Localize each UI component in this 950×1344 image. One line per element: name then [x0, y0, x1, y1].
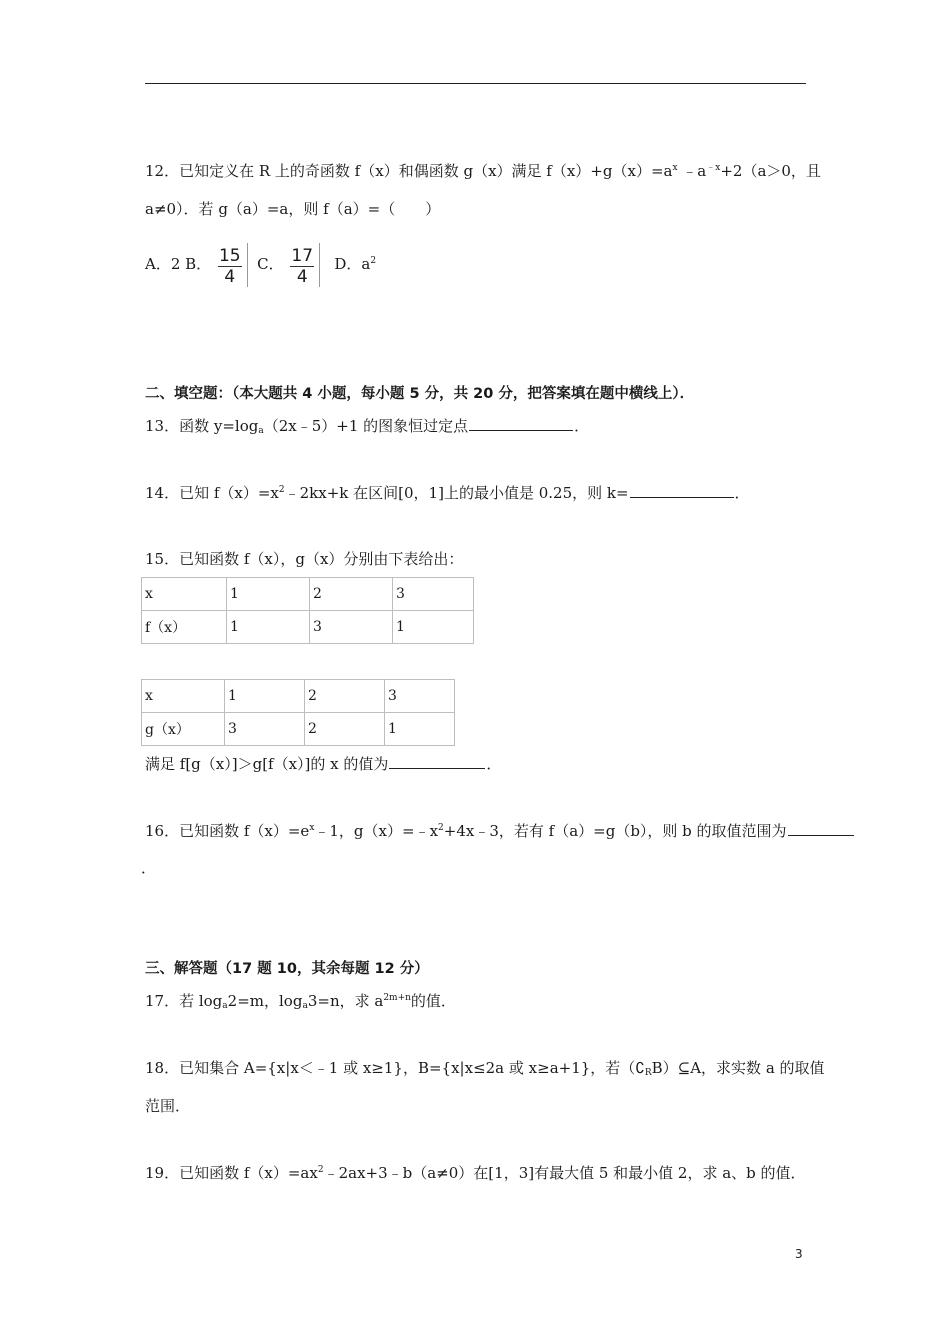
q15-condition: 满足 f[g（x）]＞g[f（x）]的 x 的值为 ． [145, 755, 502, 773]
page-number: 3 [795, 1247, 803, 1261]
q14-answer-blank[interactable] [630, 483, 734, 498]
section2-heading: 二、填空题：（本大题共 4 小题，每小题 5 分，共 20 分，把答案填在题中横线上）． [145, 386, 695, 402]
q16-end: ． [141, 859, 157, 877]
option-a: A．2 B． [145, 255, 212, 273]
q13: 13．函数 $y=\log_a(2x﹣5)+1$ 的图象恒过定点 ． [145, 417, 590, 436]
table-row: x 1 2 3 [142, 578, 474, 611]
table-f [141, 577, 474, 644]
option-d-label: D．a [334, 255, 371, 273]
option-b-fraction: $\frac{15}{4}$ [216, 243, 248, 287]
q18-line2: 范围． [145, 1097, 191, 1115]
q12-line1: 12．已知定义在 R 上的奇函数 f（x）和偶函数 g（x）满足 $f(x)+g(x)=a^x$ $﹣a^{﹣x}+2(a>0$，且 [145, 162, 821, 180]
q16-answer-blank[interactable] [788, 821, 854, 836]
q17: 17．若 $\log_a2=m$，$\log_a3=n$，求 $a^{2m+n}$的值． [145, 992, 456, 1011]
q13-answer-blank[interactable] [469, 416, 573, 431]
option-c-fraction: $\frac{17}{4}$ [288, 243, 320, 287]
q12-options: A．2 B． $\frac{15}{4}$ C． $\frac{17}{4}$ D．$a^2$ [145, 242, 376, 287]
option-c-label: C． [257, 255, 284, 273]
section3-heading: 三、解答题（17 题 10，其余每题 12 分） [145, 961, 429, 977]
table-row: g（x） 3 2 1 [142, 713, 455, 746]
q18-line1: 18．已知集合 A={x|x＜﹣1 或 x≥1}，B={x|x≤2a 或 x≥a+1}，若$(∁_RB)⊆A$，求实数 a 的取值 [145, 1059, 825, 1078]
table-row: x 1 2 3 [142, 680, 455, 713]
table-row: f（x） 1 3 1 [142, 611, 474, 644]
q12-line2: a≠0）．若 g（a）=a，则 f（a）=（ ） [145, 200, 441, 218]
q16: 16．已知函数 $f(x)=e^x﹣1$，$g(x)=﹣x^2+4x﹣3$，若有 f（a）=g（b），则 b 的取值范围为 [145, 820, 855, 841]
header-rule [145, 83, 806, 84]
q15-intro: 15．已知函数 f（x），g（x）分别由下表给出： [145, 550, 464, 568]
q15-answer-blank[interactable] [389, 754, 485, 769]
table-g [141, 679, 455, 746]
q14: 14．已知 $f(x)=x^2﹣2kx+k$ 在区间[0，1]上的最小值是 0.25，则 k= ． [145, 484, 750, 502]
q19: 19．已知函数 $f(x)=ax^2﹣2ax+3﹣b(a\ne 0)$在[1，3]有最大值 5 和最小值 2，求 a、b 的值． [145, 1164, 806, 1182]
